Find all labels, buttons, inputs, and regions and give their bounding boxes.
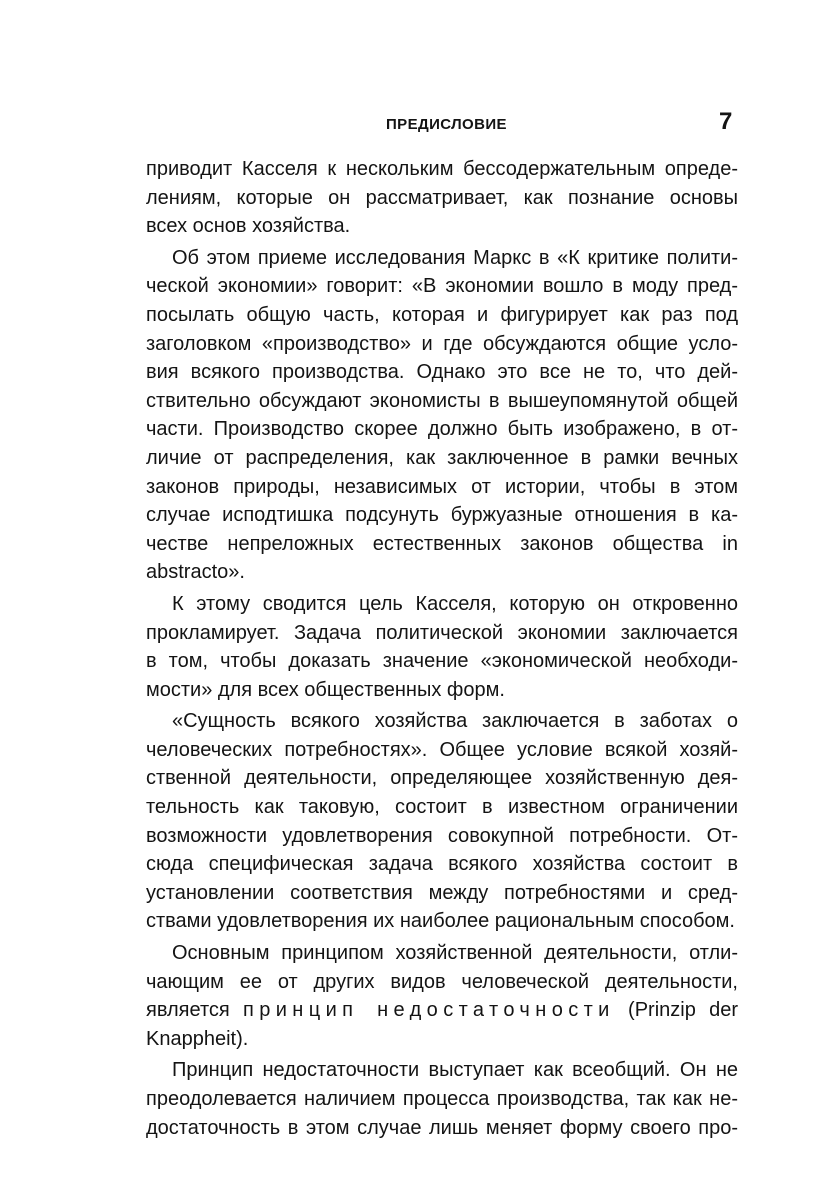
text-line: чающим ее от других видов человеческой деятельности, [146, 970, 738, 993]
paragraph-5 [146, 939, 738, 1053]
text-line: установлении соответствия между потребностями и сред- [146, 881, 738, 904]
paragraph-3 [146, 590, 738, 704]
text-line: приводит Касселя к нескольким бессодержательным опреде- [146, 158, 738, 180]
paragraph-2 [146, 244, 738, 587]
spaced-emphasis-term: принцип недостаточности [242, 999, 615, 1022]
text-line: части. Производство скорее должно быть изображено, в от- [146, 418, 738, 441]
text-line: Принцип недостаточности выступает как всеобщий. Он не [172, 1059, 738, 1082]
text-line: прокламирует. Задача политической экономии заключается [146, 621, 738, 644]
text-line: ческой экономии» говорит: «В экономии вошло в моду пред- [146, 275, 738, 298]
text-line: мости» для всех общественных форм. [146, 678, 505, 701]
paragraph-4 [146, 707, 738, 936]
text-line: ственной деятельности, определяющее хозяйственную дея- [146, 767, 738, 790]
text-line: Knappheit). [146, 1027, 249, 1050]
text-line: посылать общую часть, которая и фигурирует как раз под [146, 303, 738, 326]
page-number: 7 [719, 108, 733, 135]
paragraph-6 [146, 1056, 738, 1142]
text-before-spaced-term: является [146, 999, 243, 1022]
text-line: ствами удовлетворения их наиболее рациональным способом. [146, 910, 735, 933]
text-line: честве непреложных естественных законов общества in [146, 532, 738, 555]
text-line: вия всякого производства. Однако это все не то, что дей- [146, 361, 738, 384]
text-line: законов природы, независимых от истории, чтобы в этом [146, 475, 738, 498]
text-line: Об этом приеме исследования Маркс в «К критике полити- [172, 246, 738, 269]
text-line: лениям, которые он рассматривает, как познание основы [146, 186, 738, 209]
text-line: сюда специфическая задача всякого хозяйства состоит в [146, 853, 738, 876]
text-line: тельность как таковую, состоит в известном ограничении [146, 796, 738, 819]
text-line: заголовком «производство» и где обсуждаются общие усло- [146, 332, 738, 355]
text-after-spaced-term: (Prinzip der [614, 999, 738, 1022]
text-line: случае исподтишка подсунуть буржуазные отношения в ка- [146, 504, 738, 527]
paragraph-1 [146, 155, 738, 241]
text-line: Основным принципом хозяйственной деятельности, отли- [172, 942, 738, 965]
text-line: abstracto». [146, 561, 245, 584]
text-line: преодолевается наличием процесса производства, так как не- [146, 1088, 738, 1110]
text-line: личие от распределения, как заключенное в рамки вечных [146, 446, 738, 469]
text-line-with-spaced-term [146, 996, 738, 1025]
text-line: К этому сводится цель Касселя, которую он откровенно [172, 592, 738, 615]
body-text [146, 155, 738, 1145]
running-title: ПРЕДИСЛОВИЕ [386, 116, 507, 133]
text-line: всех основ хозяйства. [146, 215, 351, 238]
text-line: в том, чтобы доказать значение «экономической необходи- [146, 650, 738, 673]
text-line: ствительно обсуждают экономисты в вышеупомянутой общей [146, 389, 738, 412]
text-line: человеческих потребностях». Общее условие всякой хозяй- [146, 738, 738, 761]
text-line: «Сущность всякого хозяйства заключается в заботах о [172, 710, 738, 733]
text-line: достаточность в этом случае лишь меняет форму своего про- [146, 1116, 738, 1139]
text-line: возможности удовлетворения совокупной потребности. От- [146, 824, 738, 847]
